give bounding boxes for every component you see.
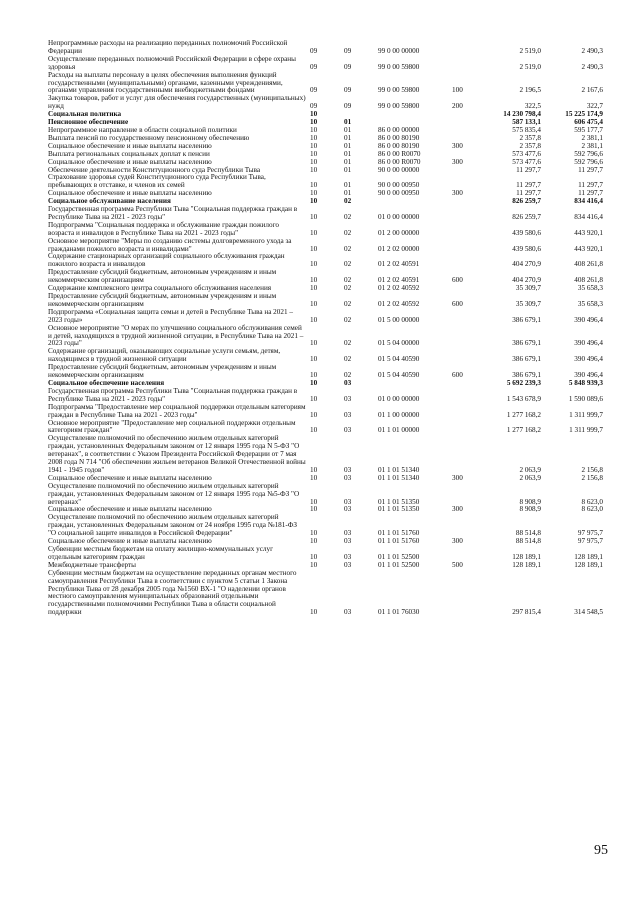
- row-subsection-code: 01: [344, 125, 352, 134]
- row-section-code: 10: [310, 149, 318, 158]
- row-name: Социальное обеспечение и иные выплаты населению: [48, 473, 212, 482]
- row-name: Субвенции местным бюджетам на оплату жилищно-коммунальных услуг отдельным категориям граждан: [48, 545, 274, 561]
- row-section-code: 10: [310, 355, 318, 364]
- row-name: Осуществление полномочий по обеспечению жильем отдельных категорий граждан, установленных Федеральным законом от 12 января 1995 года №5-ФЗ "О ветеранах": [48, 481, 300, 506]
- row-section-code: 10: [310, 189, 318, 198]
- page-number: 95: [594, 843, 608, 858]
- row-target-article: 01 0 00 00000: [378, 394, 420, 403]
- row-subsection-code: 02: [344, 355, 352, 364]
- row-subsection-code: 02: [344, 276, 352, 285]
- row-amount-year1: 2 063,9: [519, 473, 541, 482]
- row-target-article: 01 5 00 00000: [378, 315, 420, 324]
- row-target-article: 99 0 00 00000: [378, 46, 420, 55]
- table-row: [48, 293, 603, 309]
- row-name: Расходы на выплаты персоналу в целях обеспечения выполнения функций государственными (муниципальными) органами, казенными учреждениями, органами управления государственными внебюджетными фондами: [48, 70, 283, 95]
- row-amount-year2: 606 475,4: [574, 118, 603, 127]
- row-name: Непрограммные расходы на реализацию переданных полномочий Российской Федерации: [48, 39, 288, 55]
- row-subsection-code: 03: [344, 560, 352, 569]
- row-section-code: 10: [310, 529, 318, 538]
- row-name: Содержание стационарных организаций социального обслуживания граждан пожилого возраста и инвалидов: [48, 252, 285, 269]
- table-row: [48, 364, 603, 380]
- row-name: Государственная программа Республики Тыва "Социальная поддержка граждан в Республике Тыва на 2021 - 2023 годы": [48, 205, 298, 221]
- row-name: Осуществление полномочий по обеспечению жильем отдельных категорий граждан, установленных Федеральным законом от 24 ноября 1995 года №181-ФЗ "О социальной защите инвалидов в Российской Федерации": [48, 513, 298, 538]
- row-name: Основное мероприятие "Предоставление мер социальной поддержки отдельным категориям граждан": [48, 418, 296, 435]
- table-row: [48, 95, 603, 111]
- row-section-code: 10: [310, 560, 318, 569]
- row-expense-type: [452, 420, 478, 436]
- row-subsection-code: 03: [344, 378, 352, 387]
- row-amount-year2: 834 416,4: [574, 212, 603, 221]
- row-name: Содержание комплексного центра социального обслуживания населения: [48, 284, 272, 293]
- row-subsection-code: 02: [344, 244, 352, 253]
- row-amount-year2: 390 496,4: [574, 315, 603, 324]
- row-expense-type: [452, 40, 478, 56]
- row-amount-year2: 35 658,3: [577, 284, 603, 293]
- row-section-code: 10: [310, 260, 318, 269]
- row-subsection-code: 03: [344, 529, 352, 538]
- table-row: [48, 348, 603, 364]
- row-expense-type: [452, 174, 478, 190]
- row-amount-year1: 826 259,7: [512, 212, 541, 221]
- row-section-code: 10: [310, 110, 318, 119]
- row-section-code: 09: [310, 102, 318, 111]
- row-amount-year1: 11 297,7: [516, 181, 541, 190]
- row-amount-year1: 5 692 239,3: [506, 378, 541, 387]
- row-section-code: 10: [310, 133, 318, 142]
- row-amount-year2: 2 156,8: [581, 473, 603, 482]
- row-target-article: 99 0 00 59800: [378, 62, 420, 71]
- table-row: [48, 40, 603, 56]
- row-amount-year2: 8 623,0: [581, 497, 603, 506]
- row-name: Социальное обеспечение и иные выплаты населению: [48, 157, 212, 166]
- row-subsection-code: 01: [344, 133, 352, 142]
- row-target-article: 01 1 01 51350: [378, 505, 420, 514]
- row-section-code: 10: [310, 537, 318, 546]
- row-section-code: 10: [310, 118, 318, 127]
- row-section-code: 10: [310, 276, 318, 285]
- row-amount-year2: 11 297,7: [578, 181, 603, 190]
- row-subsection-code: 02: [344, 212, 352, 221]
- table-row: [48, 325, 603, 349]
- row-name: Непрограммное направление в области социальной политики: [48, 125, 237, 134]
- row-target-article: 01 1 01 52500: [378, 560, 420, 569]
- row-amount-year2: 128 189,1: [574, 560, 603, 569]
- row-subsection-code: 02: [344, 197, 352, 206]
- row-amount-year2: 390 496,4: [574, 371, 603, 380]
- row-expense-type: [452, 119, 478, 127]
- row-name: Социальное обеспечение и иные выплаты населению: [48, 505, 212, 514]
- row-amount-year1: 2 357,8: [519, 141, 541, 150]
- row-name: Основное мероприятие "Меры по созданию системы долговременного ухода за гражданами пожилого возраста и инвалидами": [48, 236, 292, 253]
- row-target-article: 86 0 00 R0070: [378, 149, 421, 158]
- row-subsection-code: 09: [344, 62, 352, 71]
- row-expense-type: [452, 198, 478, 206]
- row-expense-type: [452, 514, 478, 538]
- row-subsection-code: 02: [344, 228, 352, 237]
- row-expense-type: 300: [452, 505, 463, 514]
- row-name: Социальное обеспечение и иные выплаты населению: [48, 537, 212, 546]
- row-amount-year2: 595 177,7: [574, 125, 603, 134]
- row-subsection-code: 03: [344, 394, 352, 403]
- row-amount-year1: 8 908,9: [519, 505, 541, 514]
- row-target-article: 01 5 04 00000: [378, 339, 420, 348]
- row-expense-type: [452, 167, 478, 175]
- row-expense-type: [452, 309, 478, 325]
- row-section-code: 10: [310, 410, 318, 419]
- row-amount-year1: 2 519,0: [519, 46, 541, 55]
- row-amount-year1: 35 309,7: [515, 284, 541, 293]
- row-amount-year1: 128 189,1: [512, 560, 541, 569]
- row-subsection-code: 03: [344, 608, 352, 617]
- row-name: Социальное обслуживание населения: [48, 197, 171, 206]
- row-subsection-code: 02: [344, 299, 352, 308]
- row-section-code: 09: [310, 86, 318, 95]
- row-expense-type: 600: [452, 276, 463, 285]
- row-expense-type: 600: [452, 371, 463, 380]
- row-name: Социальное обеспечение и иные выплаты населению: [48, 141, 212, 150]
- row-subsection-code: 09: [344, 86, 352, 95]
- row-name: Предоставление субсидий бюджетным, автономным учреждениям и иным некоммерческим организациям: [48, 292, 277, 308]
- row-section-code: 10: [310, 125, 318, 134]
- row-target-article: [378, 380, 452, 388]
- table-row: [48, 206, 603, 222]
- row-section-code: 10: [310, 228, 318, 237]
- row-name: Обеспечение деятельности Конституционного суда Республики Тыва: [48, 165, 261, 174]
- row-section-code: 09: [310, 46, 318, 55]
- row-section-code: 10: [310, 141, 318, 150]
- row-target-article: [378, 111, 452, 119]
- row-amount-year2: 2 156,8: [581, 465, 603, 474]
- row-target-article: 01 2 02 40591: [378, 260, 420, 269]
- row-expense-type: [452, 206, 478, 222]
- row-amount-year2: 390 496,4: [574, 355, 603, 364]
- row-amount-year2: 8 623,0: [581, 505, 603, 514]
- row-amount-year2: 314 548,5: [574, 608, 603, 617]
- row-section-code: 10: [310, 157, 318, 166]
- row-amount-year1: 386 679,1: [512, 339, 541, 348]
- row-subsection-code: 03: [344, 537, 352, 546]
- row-target-article: 90 0 00 00950: [378, 181, 420, 190]
- row-target-article: 01 1 01 00000: [378, 426, 420, 435]
- row-amount-year2: 1 311 999,7: [569, 410, 603, 419]
- row-expense-type: [452, 348, 478, 364]
- row-amount-year2: 97 975,7: [577, 537, 603, 546]
- row-name: Страхование здоровья судей Конституционного суда Республики Тыва, пребывающих в отставке, и членов их семей: [48, 173, 266, 190]
- row-expense-type: [452, 238, 478, 254]
- row-expense-type: [452, 111, 478, 119]
- row-amount-year1: 322,5: [524, 102, 541, 111]
- row-target-article: 86 0 00 00000: [378, 125, 420, 134]
- row-name: Закупка товаров, работ и услуг для обеспечения государственных (муниципальных) нужд: [48, 94, 306, 111]
- table-row: [48, 269, 603, 285]
- row-amount-year1: 386 679,1: [512, 315, 541, 324]
- row-target-article: 01 2 00 00000: [378, 228, 420, 237]
- row-amount-year2: 11 297,7: [578, 189, 603, 198]
- row-amount-year2: 1 311 999,7: [569, 426, 603, 435]
- row-amount-year1: 386 679,1: [512, 355, 541, 364]
- row-amount-year1: 2 357,8: [519, 133, 541, 142]
- row-expense-type: [452, 56, 478, 72]
- row-name: Содержание организаций, оказывающих социальные услуги семьям, детям, находящимся в трудной жизненной ситуации: [48, 347, 281, 364]
- row-expense-type: [452, 222, 478, 238]
- row-expense-type: 200: [452, 102, 463, 111]
- row-target-article: [378, 198, 452, 206]
- row-expense-type: 300: [452, 537, 463, 546]
- row-subsection-code: 01: [344, 118, 352, 127]
- row-amount-year1: 11 297,7: [516, 189, 541, 198]
- row-name: Осуществление переданных полномочий Российской Федерации в сфере охраны здоровья: [48, 54, 296, 71]
- row-target-article: 01 5 04 40590: [378, 371, 420, 380]
- table-row: [48, 238, 603, 254]
- row-name: Государственная программа Республики Тыва "Социальная поддержка граждан в Республике Тыва на 2021 - 2023 годы": [48, 386, 298, 403]
- row-amount-year1: 575 835,4: [512, 125, 541, 134]
- row-amount-year2: 128 189,1: [574, 552, 603, 561]
- row-amount-year1: 11 297,7: [516, 165, 541, 174]
- table-row: [48, 222, 603, 238]
- table-body: [48, 40, 603, 617]
- row-amount-year1: 826 259,7: [512, 197, 541, 206]
- row-section-code: 10: [310, 299, 318, 308]
- row-amount-year1: 128 189,1: [512, 552, 541, 561]
- row-name: Пенсионное обеспечение: [48, 118, 129, 127]
- row-name: Основное мероприятие "О мерах по улучшению социального обслуживания семей и детей, находящихся в трудной жизненной ситуации, в Республике Тыва на 2021 – 2023 годы": [48, 323, 304, 348]
- row-name: Подпрограмма «Социальная защита семьи и детей в Республике Тыва на 2021 – 2023 годы»: [48, 307, 293, 324]
- row-subsection-code: 01: [344, 157, 352, 166]
- row-subsection-code: 01: [344, 181, 352, 190]
- row-name: Подпрограмма "Предоставление мер социальной поддержки отдельным категориям граждан в Республике Тыва на 2021 - 2023 годы": [48, 402, 306, 419]
- row-amount-year2: 408 261,8: [574, 276, 603, 285]
- row-expense-type: [452, 127, 478, 135]
- row-amount-year2: 2 381,1: [581, 141, 603, 150]
- row-expense-type: 300: [452, 141, 463, 150]
- row-target-article: 01 2 02 00000: [378, 244, 420, 253]
- row-section-code: 10: [310, 315, 318, 324]
- row-amount-year1: 587 133,1: [512, 118, 541, 127]
- row-target-article: 99 0 00 59800: [378, 86, 420, 95]
- table-row: [48, 56, 603, 72]
- row-name: Подпрограмма "Социальная поддержка и обслуживание граждан пожилого возраста и инвалидов в Республике Тыва на 2021 - 2023 годы": [48, 220, 279, 237]
- row-target-article: 01 1 01 76030: [378, 608, 420, 617]
- row-amount-year1: 14 230 798,4: [503, 110, 541, 119]
- row-expense-type: 300: [452, 473, 463, 482]
- row-target-article: 86 0 00 R0070: [378, 157, 421, 166]
- row-subsection-code: 03: [344, 552, 352, 561]
- row-section-code: 10: [310, 608, 318, 617]
- row-target-article: 01 1 01 51760: [378, 529, 420, 538]
- row-subsection-code: 02: [344, 315, 352, 324]
- row-section-code: 10: [310, 505, 318, 514]
- row-subsection-code: 02: [344, 284, 352, 293]
- row-amount-year1: 8 908,9: [519, 497, 541, 506]
- table-row: [48, 72, 603, 96]
- row-name: Межбюджетные трансферты: [48, 560, 136, 569]
- row-expense-type: 300: [452, 157, 463, 166]
- row-subsection-code: 02: [344, 339, 352, 348]
- row-target-article: 86 0 00 80190: [378, 133, 420, 142]
- row-subsection-code: 03: [344, 473, 352, 482]
- row-target-article: 01 1 01 51350: [378, 497, 420, 506]
- row-expense-type: 300: [452, 189, 463, 198]
- row-amount-year2: 15 225 174,9: [565, 110, 603, 119]
- row-amount-year2: 443 920,1: [574, 228, 603, 237]
- row-subsection-code: 03: [344, 497, 352, 506]
- row-subsection-code: 09: [344, 46, 352, 55]
- row-target-article: 01 2 02 40592: [378, 284, 420, 293]
- row-amount-year2: 408 261,8: [574, 260, 603, 269]
- row-expense-type: [452, 285, 478, 293]
- row-section-code: 10: [310, 244, 318, 253]
- row-name: Осуществление полномочий по обеспечению жильем отдельных категорий граждан, установленных Федеральным законом от 12 января 1995 года N 5-ФЗ "О ветеранах", в соответствии с Указом Президента Российской Федерации от 7 мая 2008 года N 714 "Об обеспечении жильем ветеранов Великой Отечественной войны 1941 - 1945 годов": [48, 434, 306, 474]
- row-amount-year1: 439 580,6: [512, 228, 541, 237]
- row-amount-year2: 443 920,1: [574, 244, 603, 253]
- row-section-code: 10: [310, 212, 318, 221]
- row-section-code: 10: [310, 465, 318, 474]
- row-target-article: 90 0 00 00950: [378, 189, 420, 198]
- row-expense-type: 100: [452, 86, 463, 95]
- row-amount-year1: 404 270,9: [512, 276, 541, 285]
- row-section-code: 10: [310, 426, 318, 435]
- table-row: [48, 253, 603, 269]
- row-section-code: 10: [310, 197, 318, 206]
- row-amount-year1: 88 514,8: [515, 529, 541, 538]
- row-expense-type: [452, 253, 478, 269]
- row-subsection-code: 02: [344, 371, 352, 380]
- row-expense-type: [452, 325, 478, 349]
- table-row: [48, 404, 603, 420]
- table-row: [48, 570, 603, 617]
- row-target-article: 01 1 00 00000: [378, 410, 420, 419]
- row-name: Социальное обеспечение и иные выплаты населению: [48, 189, 212, 198]
- table-row: [48, 514, 603, 538]
- table-row: [48, 435, 603, 475]
- row-subsection-code: 09: [344, 102, 352, 111]
- table-row: [48, 546, 603, 562]
- row-expense-type: [452, 404, 478, 420]
- row-target-article: 01 2 02 40592: [378, 299, 420, 308]
- row-amount-year2: 390 496,4: [574, 339, 603, 348]
- row-subsection-code: 02: [344, 260, 352, 269]
- row-subsection-code: 01: [344, 189, 352, 198]
- row-amount-year1: 439 580,6: [512, 244, 541, 253]
- row-amount-year2: 2 167,6: [581, 86, 603, 95]
- row-amount-year1: 1 277 168,2: [506, 410, 541, 419]
- row-target-article: 01 1 01 51760: [378, 537, 420, 546]
- table-row: [48, 483, 603, 507]
- row-name: Предоставление субсидий бюджетным, автономным учреждениям и иным некоммерческим организациям: [48, 363, 277, 380]
- row-target-article: 01 0 00 00000: [378, 212, 420, 221]
- row-subsection-code: 01: [344, 141, 352, 150]
- row-name: Выплата пенсий по государственному пенсионному обеспечению: [48, 133, 250, 142]
- table-row: [48, 174, 603, 190]
- table-row: [48, 420, 603, 436]
- row-section-code: 10: [310, 473, 318, 482]
- row-amount-year2: 592 796,6: [574, 157, 603, 166]
- row-name: Социальная политика: [48, 110, 122, 119]
- row-amount-year2: 5 848 939,3: [568, 378, 603, 387]
- row-expense-type: [452, 570, 478, 617]
- row-expense-type: 600: [452, 299, 463, 308]
- row-subsection-code: 03: [344, 465, 352, 474]
- row-amount-year2: 592 796,6: [574, 149, 603, 158]
- budget-table: [48, 40, 603, 617]
- row-target-article: 01 1 01 51340: [378, 473, 420, 482]
- row-subsection-code: 01: [344, 165, 352, 174]
- row-subsection-code: 01: [344, 149, 352, 158]
- table-row: [48, 388, 603, 404]
- row-amount-year2: 2 490,3: [581, 62, 603, 71]
- row-name: Субвенции местным бюджетам на осуществление переданных органам местного самоуправления Республики Тыва в соответствии с пунктом 5 статьи 1 Закона Республики Тыва от 28 декабря 2005 года №1560 ВХ-1 "О наделении органов местного самоуправления муниципальных образований отдельными государственными полномочиями Республики Тыва в области социальной поддержки: [48, 568, 297, 617]
- row-section-code: 09: [310, 62, 318, 71]
- row-amount-year2: 35 658,3: [577, 299, 603, 308]
- row-section-code: 10: [310, 394, 318, 403]
- row-amount-year1: 2 063,9: [519, 465, 541, 474]
- row-amount-year1: 573 477,6: [512, 149, 541, 158]
- row-section-code: 10: [310, 181, 318, 190]
- row-amount-year1: 1 543 678,9: [506, 394, 541, 403]
- row-target-article: 01 2 02 40591: [378, 276, 420, 285]
- row-subsection-code: 03: [344, 505, 352, 514]
- row-amount-year1: 404 270,9: [512, 260, 541, 269]
- row-section-code: 10: [310, 284, 318, 293]
- row-target-article: 90 0 00 00000: [378, 165, 420, 174]
- row-section-code: 10: [310, 371, 318, 380]
- row-amount-year1: 88 514,8: [515, 537, 541, 546]
- row-section-code: 10: [310, 552, 318, 561]
- row-amount-year1: 297 815,4: [512, 608, 541, 617]
- row-name: Выплата региональных социальных доплат к пенсии: [48, 149, 210, 158]
- row-expense-type: [452, 546, 478, 562]
- row-section-code: 10: [310, 378, 318, 387]
- row-section-code: 10: [310, 339, 318, 348]
- row-amount-year1: 2 519,0: [519, 62, 541, 71]
- row-amount-year2: 11 297,7: [578, 165, 603, 174]
- row-amount-year1: 573 477,6: [512, 157, 541, 166]
- row-target-article: 01 5 04 40590: [378, 355, 420, 364]
- row-amount-year2: 2 490,3: [581, 46, 603, 55]
- row-amount-year2: 322,7: [586, 102, 603, 111]
- row-amount-year1: 1 277 168,2: [506, 426, 541, 435]
- row-amount-year2: 2 381,1: [581, 133, 603, 142]
- row-amount-year2: 834 416,4: [574, 197, 603, 206]
- row-section-code: 10: [310, 165, 318, 174]
- row-name: Социальное обеспечение населения: [48, 378, 165, 387]
- row-amount-year1: 2 196,5: [519, 86, 541, 95]
- row-target-article: 01 1 01 51340: [378, 465, 420, 474]
- row-amount-year2: 1 590 089,6: [568, 394, 603, 403]
- row-expense-type: 500: [452, 560, 463, 569]
- row-target-article: 01 1 01 52500: [378, 552, 420, 561]
- row-target-article: 99 0 00 59800: [378, 102, 420, 111]
- row-amount-year1: 386 679,1: [512, 371, 541, 380]
- row-expense-type: [452, 435, 478, 475]
- row-name: Предоставление субсидий бюджетным, автономным учреждениям и иным некоммерческим организациям: [48, 268, 277, 285]
- row-target-article: 86 0 00 80190: [378, 141, 420, 150]
- row-section-code: 10: [310, 497, 318, 506]
- row-subsection-code: 03: [344, 410, 352, 419]
- row-expense-type: [452, 483, 478, 507]
- table-row: [48, 309, 603, 325]
- row-amount-year2: 97 975,7: [577, 529, 603, 538]
- row-expense-type: [452, 388, 478, 404]
- row-subsection-code: 03: [344, 426, 352, 435]
- row-expense-type: [452, 380, 478, 388]
- row-amount-year1: 35 309,7: [515, 299, 541, 308]
